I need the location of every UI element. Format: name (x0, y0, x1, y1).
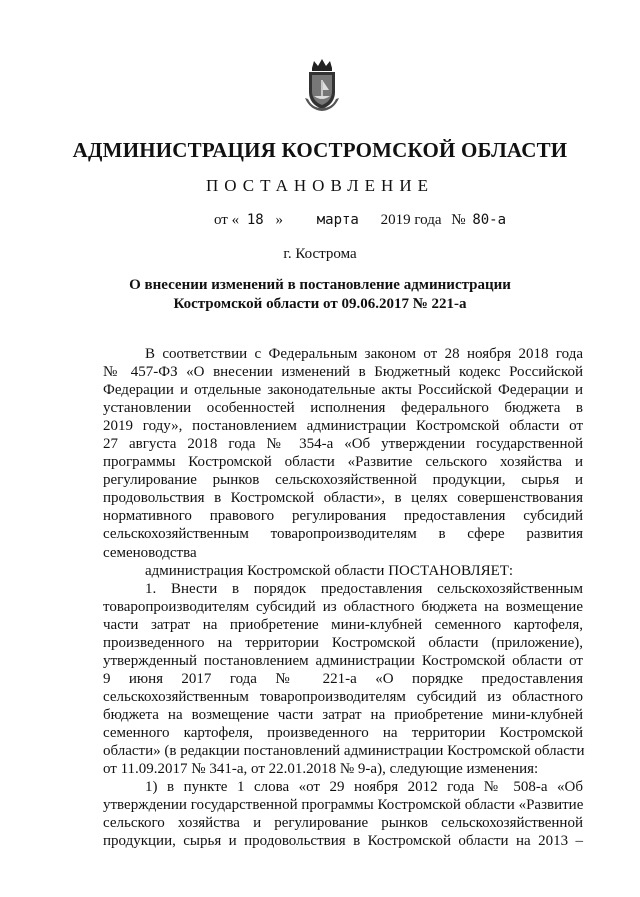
body-line: области» (в редакции постановлений администрации Костромской области (103, 743, 585, 760)
body-line: от 11.09.2017 № 341-а, от 22.01.2018 № 9-а), следующие изменения: (103, 761, 539, 778)
body-line: бюджета на возмещение части затрат на приобретение мини-клубней (103, 706, 583, 723)
body-line: 9 июня 2017 года № 221-а «О порядке предоставления (103, 670, 583, 687)
city-line: г. Кострома (283, 246, 357, 262)
body-line: 1. Внести в порядок предоставления сельскохозяйственным (145, 580, 583, 597)
number-sign: № (451, 212, 466, 228)
body-line: 27 августа 2018 года № 354-а «Об утверждении государственной (103, 436, 583, 453)
document-body (103, 345, 583, 850)
document-number: 80-а (472, 212, 507, 228)
body-line: утвержденный постановлением администрации Костромской области от (103, 652, 583, 669)
body-line: семенного картофеля, произведенного на территории Костромской (103, 724, 583, 741)
body-line: сельскохозяйственным товаропроизводителям субсидий из областного (103, 688, 583, 705)
body-line: сельского хозяйства и регулирование рынков сельскохозяйственной (103, 815, 583, 832)
coat-of-arms-icon (302, 58, 342, 112)
date-quote-close: » (275, 212, 283, 228)
body-line: части затрат на приобретение мини-клубней семенного картофеля, (103, 616, 583, 633)
body-line: установлении особенностей исполнения федерального бюджета в (103, 400, 583, 417)
date-year: 2019 года (380, 212, 442, 228)
date-prefix: от « (214, 212, 240, 228)
body-line: В соответствии с Федеральным законом от 28 ноября 2018 года (145, 346, 583, 362)
body-line: 1) в пункте 1 слова «от 29 ноября 2012 года № 508-а «Об (145, 779, 583, 796)
body-line: регулирование рынков сельскохозяйственной продукции, сырья и (103, 472, 583, 489)
body-line: нормативного правового регулирования предоставления субсидий (103, 508, 583, 525)
body-line: утверждении государственной программы Костромской области «Развитие (103, 797, 584, 814)
body-line: продукции, сырья и продовольствия в Костромской области на 2013 – (103, 833, 583, 850)
body-line: продовольствия в Костромской области», в целях совершенствования (103, 490, 583, 507)
document-subject (0, 276, 640, 314)
subject-line-1: О внесении изменений в постановление администрации (129, 277, 511, 293)
body-line: Федерации и отдельные законодательные акты Российской Федерации и (103, 382, 583, 399)
body-line: произведенного на территории Костромской области (приложение), (103, 634, 583, 651)
body-line: 2019 году», постановлением администрации Костромской области от (103, 418, 583, 435)
document-type: ПОСТАНОВЛЕНИЕ (205, 176, 434, 195)
body-line: семеноводства (103, 544, 197, 561)
date-day: 18 (246, 212, 264, 228)
body-line: администрация Костромской области ПОСТАНОВЛЯЕТ: (145, 562, 514, 579)
subject-line-2: Костромской области от 09.06.2017 № 221-а (173, 296, 467, 312)
date-month: марта (316, 212, 359, 228)
body-line: программы Костромской области «Развитие сельского хозяйства и (103, 454, 583, 471)
body-line: товаропроизводителям субсидий из областного бюджета на возмещение (103, 598, 583, 615)
organization-title: АДМИНИСТРАЦИЯ КОСТРОМСКОЙ ОБЛАСТИ (72, 138, 568, 162)
coat-of-arms-emblem (302, 58, 342, 112)
body-line: № 457-ФЗ «О внесении изменений в Бюджетный кодекс Российской (103, 364, 583, 381)
document-date-line (214, 212, 506, 229)
body-line: сельскохозяйственным товаропроизводителям в сфере развития (103, 526, 583, 543)
